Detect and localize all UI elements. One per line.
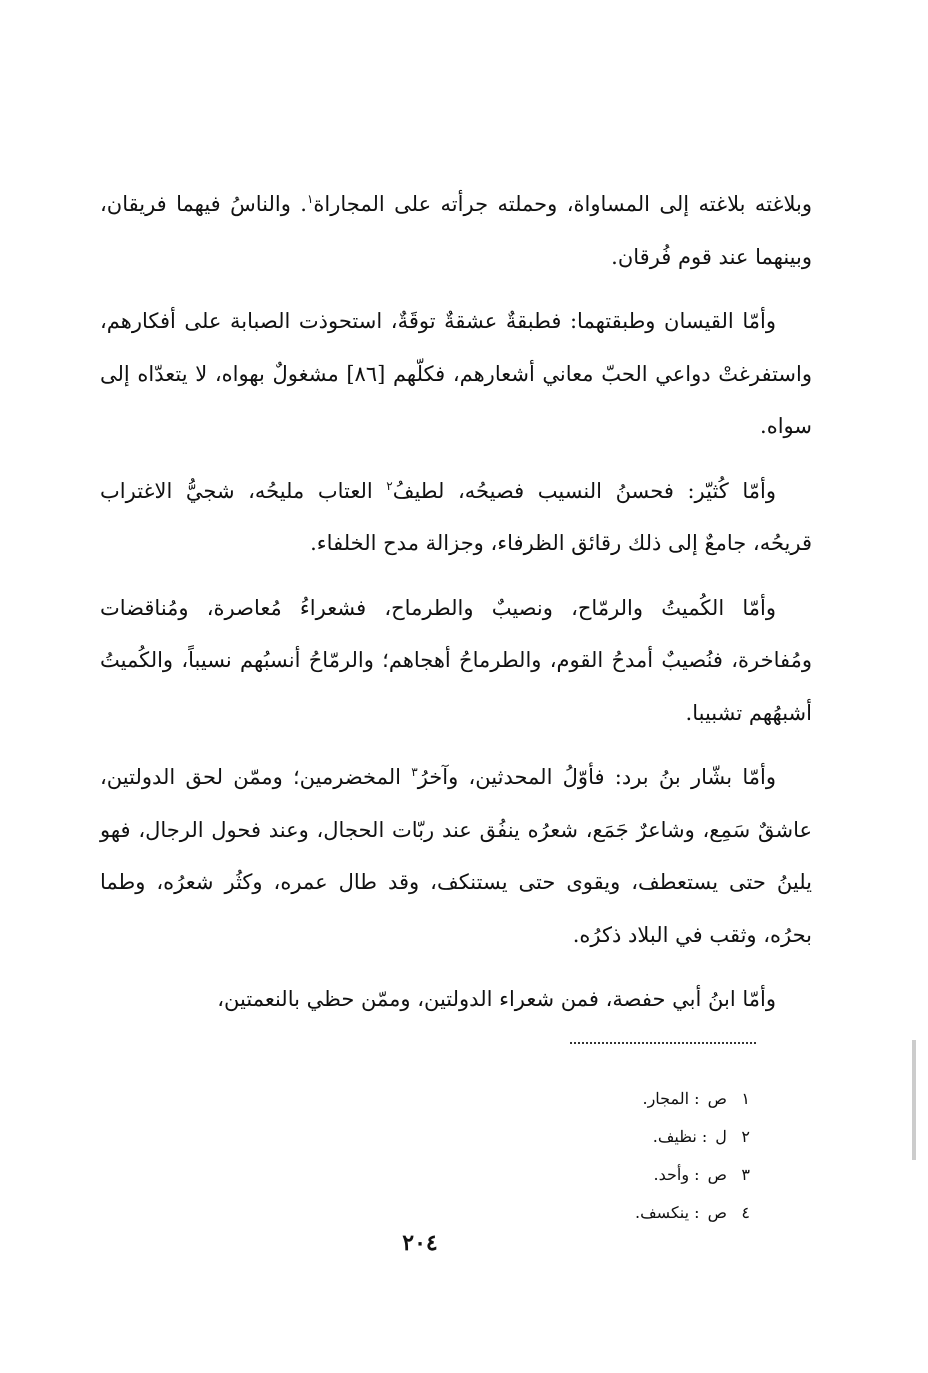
footnote-text: وأحد. xyxy=(653,1165,690,1184)
footnote-source: ص xyxy=(707,1089,727,1108)
footnote-source: ص xyxy=(707,1203,727,1222)
paragraph: وأمّا بشّار بنُ برد: فأوّلُ المحدثين، وآخرُ$^٣$ المخضرمين؛ وممّن لحق الدولتين، عاشقٌ سَمِع، وشاعرٌ جَمَع، شعرُه ينفُق عند ربّات الحجال، وعند فحول الرجال، فهو يلينُ حتى يستعطف، ويقوى حتى يستنكف، وقد طال عمره، وكثُر شعرُه، وطما بحرُه، وثقب في البلاد ذكرُه. xyxy=(100,765,812,947)
paragraph: وأمّا القيسان وطبقتهما: فطبقةٌ عشقةٌ توقَةٌ، استحوذت الصبابة على أفكارهم، واستفرغتْ دواعي الحبّ معاني أشعارهم، فكلّهم [٨٦] مشغولٌ بهواه، لا يتعدّاه إلى سواه. xyxy=(100,309,812,438)
footnote-text: نظيف. xyxy=(652,1127,697,1146)
footnote-text: ينكسف. xyxy=(635,1203,690,1222)
paragraph: وأمّا كُثيّر: فحسنُ النسيب فصيحُه، لطيفُ$^٢$ العتاب مليحُه، شجيُّ الاغتراب قريحُه، جامعٌ إلى ذلك رقائق الظرفاء، وجزالة مدح الخلفاء. xyxy=(100,478,812,555)
scan-edge-mark xyxy=(912,1040,916,1160)
footnote-number: ٤ xyxy=(741,1203,750,1222)
paragraph: وأمّا ابنُ أبي حفصة، فمن شعراء الدولتين، وممّن حظي بالنعمتين، xyxy=(217,987,776,1011)
footnote-reference: ٢ xyxy=(386,478,393,493)
footnote-number: ٣ xyxy=(741,1165,750,1184)
footnote-number: ١ xyxy=(741,1089,750,1108)
footnote-source: ل xyxy=(715,1127,727,1146)
paragraph: وبلاغته بلاغته إلى المساواة، وحملته جرأته على المجاراة$^١$. والناسُ فيهما فريقان، وبينهما عند قوم فُرقان. xyxy=(100,192,812,269)
footnote: ٢ ل: نظيف. xyxy=(560,1118,750,1156)
footnotes xyxy=(560,1080,750,1232)
paragraph: وأمّا الكُميتُ والرمّاح، ونصيبٌ والطرماح، فشعراءُ مُعاصرة، ومُناقضات ومُفاخرة، فنُصيبٌ أمدحُ القوم، والطرماحُ أهجاهم؛ والرمّاحُ أنسبُهم نسيباً، والكُميتُ أشبهُهم تشبيبا. xyxy=(100,595,812,725)
footnote-reference: ١ xyxy=(306,192,314,206)
body-text xyxy=(100,178,812,1038)
footnote: ٤ ص: ينكسف. xyxy=(560,1194,750,1232)
footnote-reference: ٣ xyxy=(411,765,418,779)
footnote-number: ٢ xyxy=(741,1127,750,1146)
page-number: ٢٠٤ xyxy=(402,1230,438,1256)
footnote-separator xyxy=(570,1042,756,1044)
footnote-text: المجار. xyxy=(642,1089,690,1108)
footnote-source: ص xyxy=(707,1165,727,1184)
footnote: ٣ ص: وأحد. xyxy=(560,1156,750,1194)
footnote: ١ ص: المجار. xyxy=(560,1080,750,1118)
